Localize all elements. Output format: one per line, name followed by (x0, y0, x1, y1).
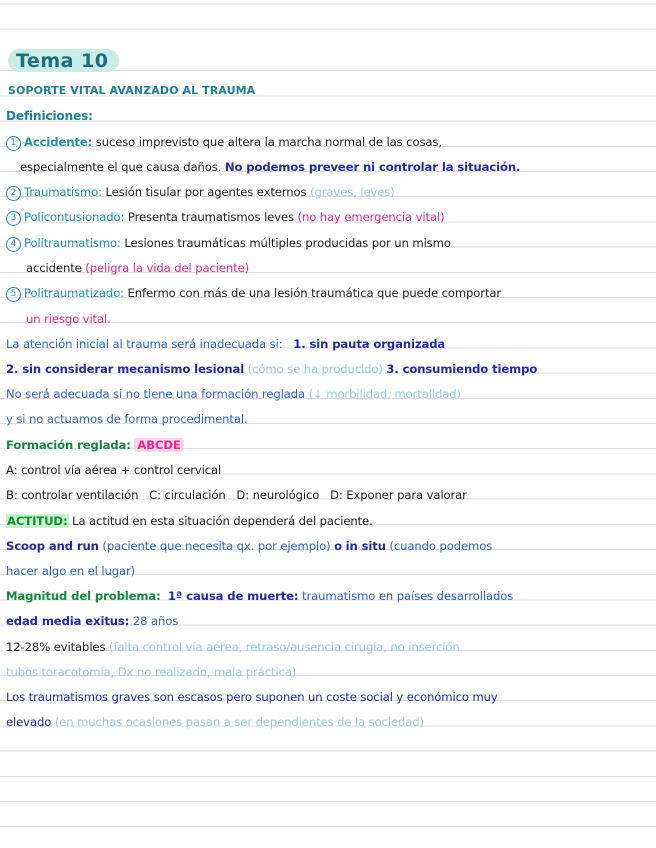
avoidable-note-cont: tubos toracotomía, Dx no realizado, mala práctica) (6, 665, 297, 679)
definition-term: Policontusionado: (24, 210, 125, 224)
definition-text: Enfermo con más de una lesión traumática que puede comportar (127, 286, 502, 300)
definition-note: (graves, leves) (310, 185, 395, 199)
inadequate-item-2: 2. sin considerar mecanismo lesional (6, 362, 245, 376)
definition-note: (no hay emergencia vital) (297, 210, 445, 224)
formation-b: B: controlar ventilación (6, 488, 139, 502)
insitu-label: in situ (345, 539, 386, 553)
subtitle: SOPORTE VITAL AVANZADO AL TRAUMA (8, 84, 256, 97)
definition-traumatismo (6, 185, 395, 201)
definition-policontusionado (6, 210, 445, 226)
inadequate-item-1: 1. sin pauta organizada (293, 337, 446, 351)
definition-text: un riesgo vital. (26, 312, 111, 326)
inadequate-intro: La atención inicial al trauma será inadecuada si: (6, 337, 283, 351)
inadequate-item-2-note: (cómo se ha producido) (247, 362, 383, 376)
formation-a: A: control vía aérea + control cervical (6, 463, 222, 477)
definitions-heading: Definiciones: (6, 109, 93, 123)
definition-note: No podemos preveer ni controlar la situación. (224, 160, 521, 174)
inadequate-item-3: 3. consumiendo tiempo (386, 362, 538, 376)
attitude-line (6, 514, 373, 528)
definition-text: Lesiones traumáticas múltiples producidas por un mismo (124, 236, 451, 250)
social-line: Los traumatismos graves son escasos pero suponen un coste social y económico muy (6, 690, 498, 704)
formation-code: ABCDE (134, 438, 183, 452)
title-highlight (8, 49, 119, 72)
number-badge: 3 (6, 211, 21, 226)
definition-text: suceso imprevisto que altera la marcha normal de las cosas, (95, 135, 442, 149)
attitude-text: La actitud en esta situación dependerá del paciente. (72, 514, 373, 528)
number-badge: 5 (6, 287, 21, 302)
definition-politraumatismo-cont (26, 261, 249, 275)
social-text: elevado (6, 715, 52, 729)
insitu-note-cont: hacer algo en el lugar) (6, 564, 136, 578)
age-label: edad media exitus: (6, 614, 130, 628)
number-badge: 4 (6, 237, 21, 252)
age-value: 28 años (132, 614, 179, 628)
not-adequate-text: No será adecuada si no tiene una formación reglada (6, 387, 306, 401)
formation-e: D: Exponer para valorar (330, 488, 467, 502)
formation-label: Formación reglada: (6, 438, 131, 452)
definition-text: accidente (26, 261, 82, 275)
not-adequate-note: (↓ morbilidad, mortalidad) (308, 387, 461, 401)
social-note: (en muchas ocasiones pasan a ser dependientes de la sociedad) (54, 715, 424, 729)
avoidable-note: (falta control vía aérea, retraso/ausencia cirugía, no inserción (109, 640, 460, 654)
definition-accidente-cont (20, 160, 520, 174)
avoidable-text: 12-28% evitables (6, 640, 106, 654)
number-badge: 2 (6, 186, 21, 201)
formation-d: D: neurológico (236, 488, 320, 502)
scoop-line (6, 539, 492, 553)
definition-text: especialmente el que causa daños. (20, 160, 222, 174)
scoop-note: (paciente que necesita qx. por ejemplo) (102, 539, 331, 553)
formation-c: C: circulación (149, 488, 226, 502)
formation-line (6, 438, 184, 452)
insitu-note: (cuando podemos (389, 539, 493, 553)
social-line-2 (6, 715, 424, 729)
number-badge: 1 (6, 136, 21, 151)
procedural-line (6, 412, 248, 426)
not-adequate-line (6, 387, 461, 401)
definition-term: Politraumatizado: (24, 286, 124, 300)
page-title: Tema 10 (16, 50, 109, 72)
magnitude-cause: 1ª causa de muerte: (167, 589, 299, 603)
definition-text: Lesión tisular por agentes externos (105, 185, 307, 199)
definition-accidente (6, 135, 442, 151)
formation-bcde-line (6, 488, 467, 502)
magnitude-cause-text: traumatismo en países desarrollados (302, 589, 514, 603)
inadequate-items-line (6, 362, 537, 376)
magnitude-label: Magnitud del problema: (6, 589, 161, 603)
magnitude-line (6, 589, 513, 603)
definition-text: Presenta traumatismos leves (127, 210, 294, 224)
definition-politraumatizado (6, 286, 501, 302)
inadequate-intro-line (6, 337, 445, 351)
age-line (6, 614, 178, 628)
definition-term: Accidente: (24, 135, 93, 149)
definition-term: Traumatismo: (24, 185, 102, 199)
definition-politraumatismo (6, 236, 451, 252)
scoop-or: o (334, 539, 343, 553)
definition-term: Politraumatismo: (24, 236, 121, 250)
attitude-label: ACTITUD: (7, 514, 68, 528)
avoidable-line (6, 640, 460, 654)
definition-note: (peligra la vida del paciente) (85, 261, 250, 275)
scoop-label: Scoop and run (6, 539, 99, 553)
procedural-text: y si no actuamos de forma procedimental. (6, 412, 248, 426)
definition-politraumatizado-cont (26, 312, 111, 326)
